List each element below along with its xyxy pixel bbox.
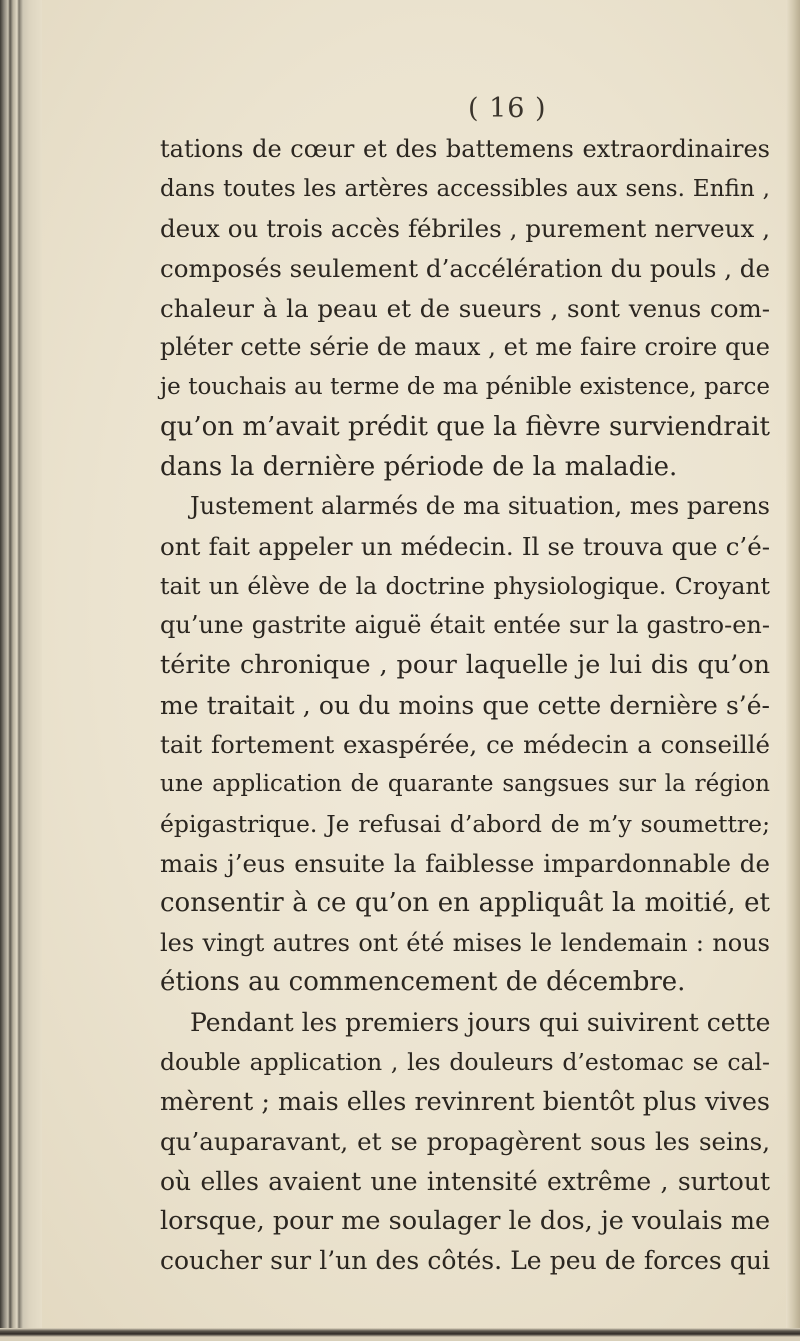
text-line: chaleur à la peau et de sueurs , sont venus com- bbox=[160, 293, 770, 323]
text-line: qu’une gastrite aiguë était entée sur la gastro-en- bbox=[160, 611, 770, 640]
text-line: épigastrique. Je refusai d’abord de m’y soumettre; bbox=[160, 809, 770, 838]
page-right-edge bbox=[786, 0, 800, 1341]
text-line: qu’on m’avait prédit que la fièvre surviendrait bbox=[160, 411, 770, 442]
body-text bbox=[160, 130, 770, 1281]
text-line: tations de cœur et des battemens extraordinaires bbox=[160, 135, 770, 163]
text-line: qu’auparavant, et se propagèrent sous les seins, bbox=[160, 1127, 770, 1157]
text-line: me traitait , ou du moins que cette dernière s’é- bbox=[160, 690, 770, 720]
text-line: pléter cette série de maux , et me faire croire que bbox=[160, 333, 770, 362]
text-line: une application de quarante sangsues sur la région bbox=[160, 771, 770, 797]
text-line: étions au commencement de décembre. bbox=[160, 967, 686, 998]
paragraph-start-line: Pendant les premiers jours qui suivirent cette bbox=[190, 1008, 771, 1038]
paragraph-start-line: Justement alarmés de ma situation, mes parens bbox=[190, 492, 770, 521]
text-line: ont fait appeler un médecin. Il se trouva que c’é- bbox=[160, 531, 770, 561]
text-line: je touchais au terme de ma pénible existence, parce bbox=[160, 374, 770, 401]
text-line: tait fortement exaspérée, ce médecin a conseillé bbox=[160, 730, 770, 760]
text-line: double application , les douleurs d’estomac se cal- bbox=[160, 1047, 770, 1076]
text-line: dans toutes les artères accessibles aux sens. Enfin , bbox=[160, 175, 770, 202]
page-bottom-edge bbox=[0, 1328, 800, 1341]
text-line: mèrent ; mais elles revinrent bientôt plus vives bbox=[160, 1086, 770, 1117]
book-binding-edge bbox=[0, 0, 42, 1341]
text-line: lorsque, pour me soulager le dos, je voulais me bbox=[160, 1205, 771, 1236]
text-line: dans la dernière période de la maladie. bbox=[160, 451, 678, 482]
text-line: les vingt autres ont été mises le lendemain : nous bbox=[160, 928, 770, 957]
page-number: ( 16 ) bbox=[468, 93, 547, 124]
text-line: où elles avaient une intensité extrême , surtout bbox=[160, 1166, 770, 1196]
text-line: mais j’eus ensuite la faiblesse impardonnable de bbox=[160, 849, 770, 879]
text-line: tait un élève de la doctrine physiologique. Croyant bbox=[160, 571, 770, 600]
text-line: composés seulement d’accélération du pouls , de bbox=[160, 254, 770, 284]
text-line: consentir à ce qu’on en appliquât la moitié, et bbox=[160, 888, 770, 919]
text-line: coucher sur l’un des côtés. Le peu de forces qui bbox=[160, 1246, 770, 1276]
text-line: deux ou trois accès fébriles , purement nerveux , bbox=[160, 214, 770, 244]
text-line: térite chronique , pour laquelle je lui dis qu’on bbox=[160, 649, 770, 680]
